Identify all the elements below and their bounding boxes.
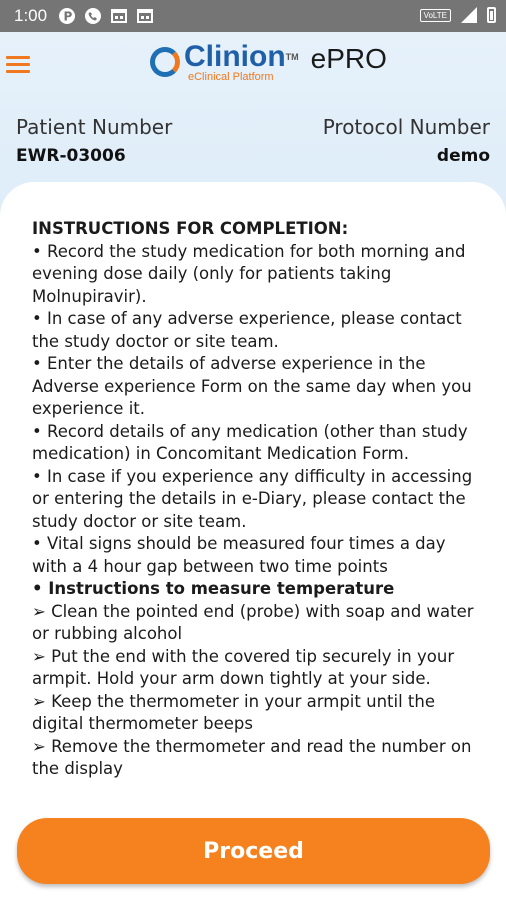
logo-brand: Clinion — [184, 40, 286, 73]
temperature-step: ➢ Clean the pointed end (probe) with soap and water or rubbing alcohol — [32, 601, 474, 643]
temperature-step: ➢ Keep the thermometer in your armpit until the digital thermometer beeps — [32, 691, 435, 733]
product-name: ePRO — [310, 43, 387, 74]
temperature-heading: • Instructions to measure temperature — [32, 579, 395, 598]
instruction-item: • In case if you experience any difficulty in accessing or entering the details in e-Diary, please contact the study doctor or site team. — [32, 466, 473, 531]
instruction-item: • Record the study medication for both morning and evening dose daily (only for patients taking Molnupiravir). — [32, 241, 466, 306]
volte-badge: VoLTE — [420, 9, 451, 22]
instruction-item: • Record details of any medication (other than study medication) in Concomitant Medication Form. — [32, 421, 468, 463]
svg-text:P: P — [63, 9, 73, 24]
instruction-item: • Vital signs should be measured four times a day with a 4 hour gap between two time points — [32, 534, 446, 576]
signal-icon — [459, 6, 479, 24]
status-right-group — [420, 6, 496, 24]
instruction-item: • Enter the details of adverse experience in the Adverse experience Form on the same day when you experience it. — [32, 354, 472, 418]
phone-call-icon — [84, 7, 102, 25]
instructions-scroll-area[interactable] — [32, 218, 482, 800]
patient-number-value: EWR-03006 — [16, 146, 126, 166]
logo-ring-icon — [150, 47, 180, 77]
instructions-title: INSTRUCTIONS FOR COMPLETION: — [32, 219, 349, 238]
status-time: 1:00 — [14, 6, 48, 25]
protocol-number-value: demo — [436, 146, 490, 166]
temperature-step: ➢ Remove the thermometer and read the number on the display — [32, 736, 472, 778]
patient-number-label: Patient Number — [16, 115, 173, 139]
clinion-logo — [150, 40, 387, 86]
status-bar — [0, 0, 506, 32]
protocol-number-label: Protocol Number — [322, 115, 490, 139]
logo-subtitle: eClinical Platform — [188, 71, 274, 83]
instruction-item: • In case of any adverse experience, please contact the study doctor or site team. — [32, 309, 462, 351]
menu-icon[interactable] — [6, 52, 30, 77]
logo-tm: TM — [285, 52, 299, 62]
calendar-icon — [110, 7, 128, 25]
temperature-step: ➢ Put the end with the covered tip securely in your armpit. Hold your arm down tightly at your side. — [32, 646, 455, 688]
proceed-button[interactable]: Proceed — [17, 818, 490, 884]
battery-icon — [487, 7, 496, 23]
parking-app-icon — [58, 7, 76, 25]
calendar-icon-2 — [136, 7, 154, 25]
